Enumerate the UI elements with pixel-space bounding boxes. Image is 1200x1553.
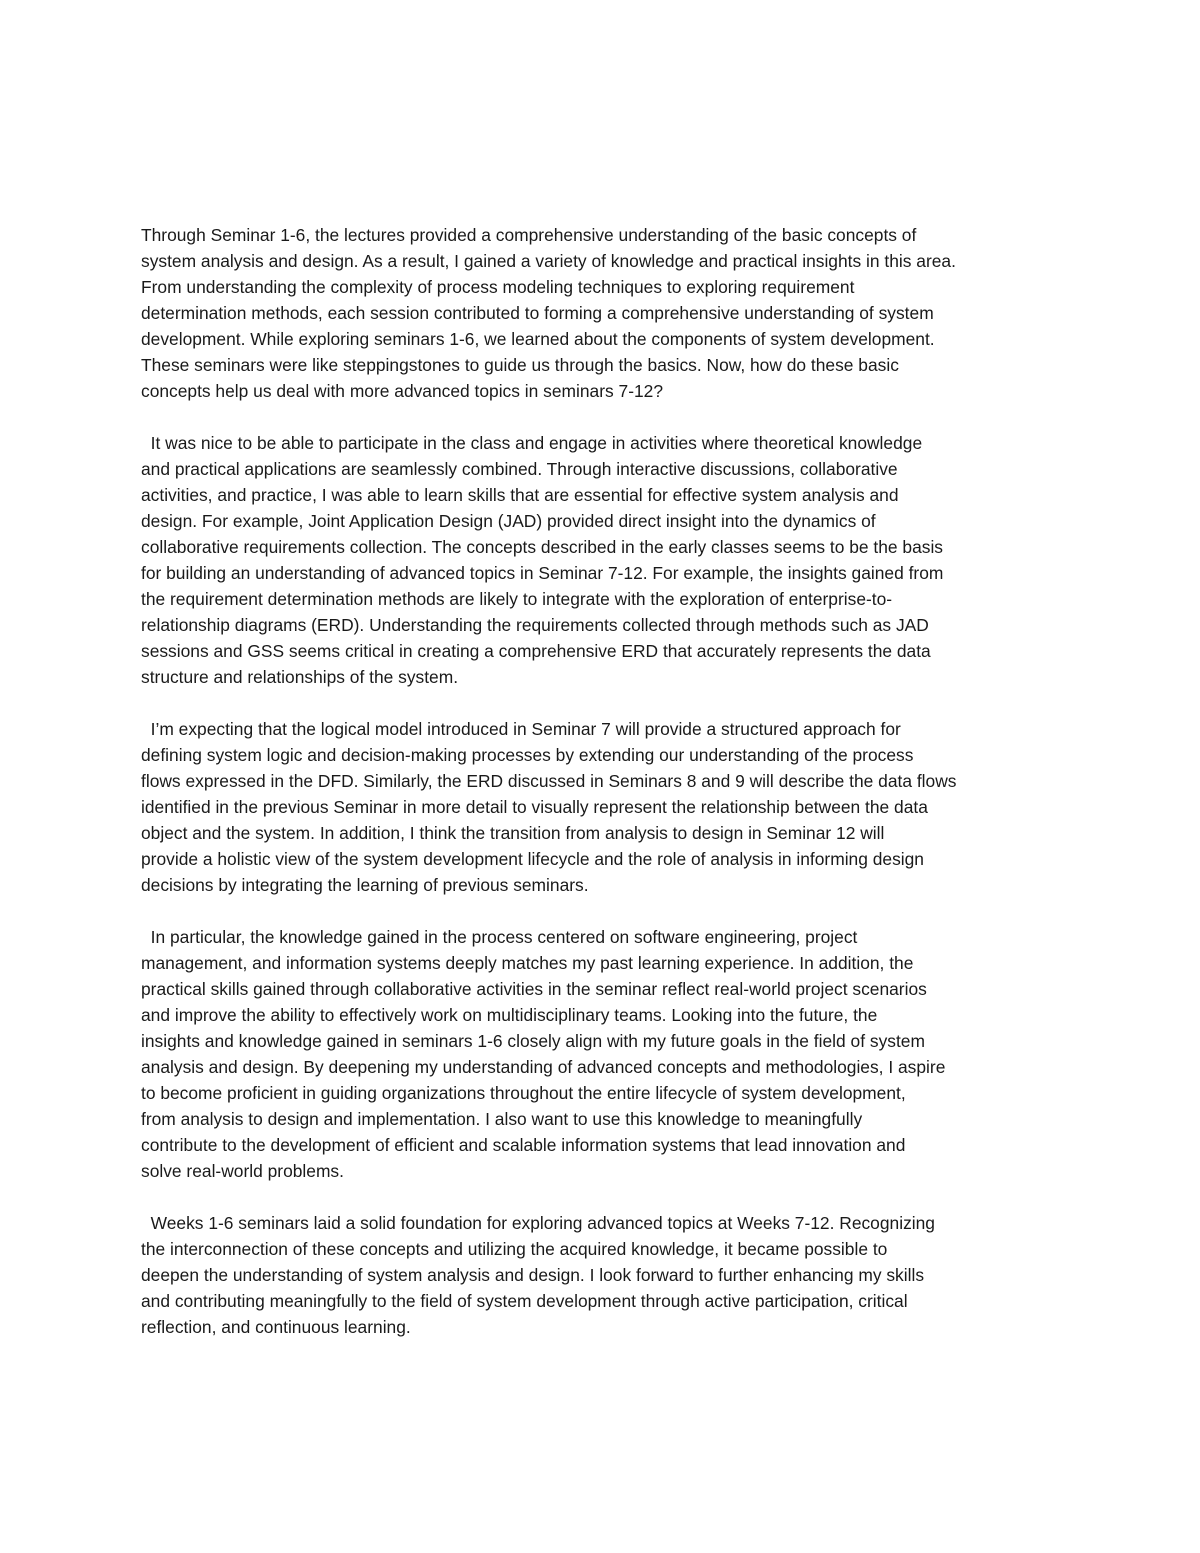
paragraph-line: It was nice to be able to participate in the class and engage in activities where theoretical knowledge (141, 433, 923, 453)
paragraph-line: object and the system. In addition, I think the transition from analysis to design in Seminar 12 will (141, 823, 885, 843)
paragraph-line: activities, and practice, I was able to learn skills that are essential for effective system analysis and (141, 485, 899, 505)
paragraph-line: management, and information systems deeply matches my past learning experience. In addition, the (141, 953, 914, 973)
paragraph-line: From understanding the complexity of process modeling techniques to exploring requirement (141, 277, 855, 297)
paragraph-line: sessions and GSS seems critical in creating a comprehensive ERD that accurately represents the data (141, 641, 931, 661)
paragraph-5 (141, 1210, 1071, 1340)
paragraph-line: insights and knowledge gained in seminars 1-6 closely align with my future goals in the field of system (141, 1031, 925, 1051)
paragraph-line: from analysis to design and implementation. I also want to use this knowledge to meaningfully (141, 1109, 863, 1129)
paragraph-line: design. For example, Joint Application Design (JAD) provided direct insight into the dynamics of (141, 511, 876, 531)
paragraph-line: analysis and design. By deepening my understanding of advanced concepts and methodologies, I aspire (141, 1057, 946, 1077)
paragraph-1 (141, 222, 1071, 404)
paragraph-line: practical skills gained through collaborative activities in the seminar reflect real-world project scenarios (141, 979, 927, 999)
paragraph-line: for building an understanding of advanced topics in Seminar 7-12. For example, the insights gained from (141, 563, 944, 583)
paragraph-line: provide a holistic view of the system development lifecycle and the role of analysis in informing design (141, 849, 924, 869)
paragraph-line: identified in the previous Seminar in more detail to visually represent the relationship between the data (141, 797, 928, 817)
paragraph-line: These seminars were like steppingstones to guide us through the basics. Now, how do these basic (141, 355, 899, 375)
paragraph-line: determination methods, each session contributed to forming a comprehensive understanding of system (141, 303, 934, 323)
paragraph-line: defining system logic and decision-making processes by extending our understanding of the process (141, 745, 914, 765)
paragraph-line: deepen the understanding of system analysis and design. I look forward to further enhancing my skills (141, 1265, 925, 1285)
paragraph-line: In particular, the knowledge gained in the process centered on software engineering, project (141, 927, 858, 947)
paragraph-line: the requirement determination methods are likely to integrate with the exploration of enterprise-to- (141, 589, 893, 609)
paragraph-2 (141, 430, 1071, 690)
paragraph-line: structure and relationships of the system. (141, 667, 459, 687)
paragraph-line: I’m expecting that the logical model introduced in Seminar 7 will provide a structured approach for (141, 719, 901, 739)
paragraph-line: Weeks 1-6 seminars laid a solid foundation for exploring advanced topics at Weeks 7-12. Recognizing (141, 1213, 935, 1233)
paragraph-line: and contributing meaningfully to the field of system development through active participation, critical (141, 1291, 908, 1311)
paragraph-line: and improve the ability to effectively work on multidisciplinary teams. Looking into the future, the (141, 1005, 878, 1025)
paragraph-line: development. While exploring seminars 1-6, we learned about the components of system development. (141, 329, 935, 349)
paragraph-line: and practical applications are seamlessly combined. Through interactive discussions, collaborative (141, 459, 898, 479)
paragraph-line: contribute to the development of efficient and scalable information systems that lead innovation and (141, 1135, 906, 1155)
paragraph-line: Through Seminar 1-6, the lectures provided a comprehensive understanding of the basic concepts of (141, 225, 917, 245)
paragraph-4 (141, 924, 1071, 1184)
paragraph-line: flows expressed in the DFD. Similarly, the ERD discussed in Seminars 8 and 9 will describe the data flows (141, 771, 957, 791)
paragraph-line: collaborative requirements collection. The concepts described in the early classes seems to be the basis (141, 537, 943, 557)
paragraph-line: relationship diagrams (ERD). Understanding the requirements collected through methods such as JAD (141, 615, 929, 635)
paragraph-line: the interconnection of these concepts and utilizing the acquired knowledge, it became possible to (141, 1239, 888, 1259)
paragraph-line: to become proficient in guiding organizations throughout the entire lifecycle of system development, (141, 1083, 906, 1103)
paragraph-line: reflection, and continuous learning. (141, 1317, 411, 1337)
paragraph-line: solve real-world problems. (141, 1161, 344, 1181)
paragraph-line: system analysis and design. As a result, I gained a variety of knowledge and practical insights in this area. (141, 251, 956, 271)
paragraph-line: concepts help us deal with more advanced topics in seminars 7-12? (141, 381, 664, 401)
document-body (141, 222, 1071, 1340)
paragraph-3 (141, 716, 1071, 898)
paragraph-line: decisions by integrating the learning of previous seminars. (141, 875, 589, 895)
